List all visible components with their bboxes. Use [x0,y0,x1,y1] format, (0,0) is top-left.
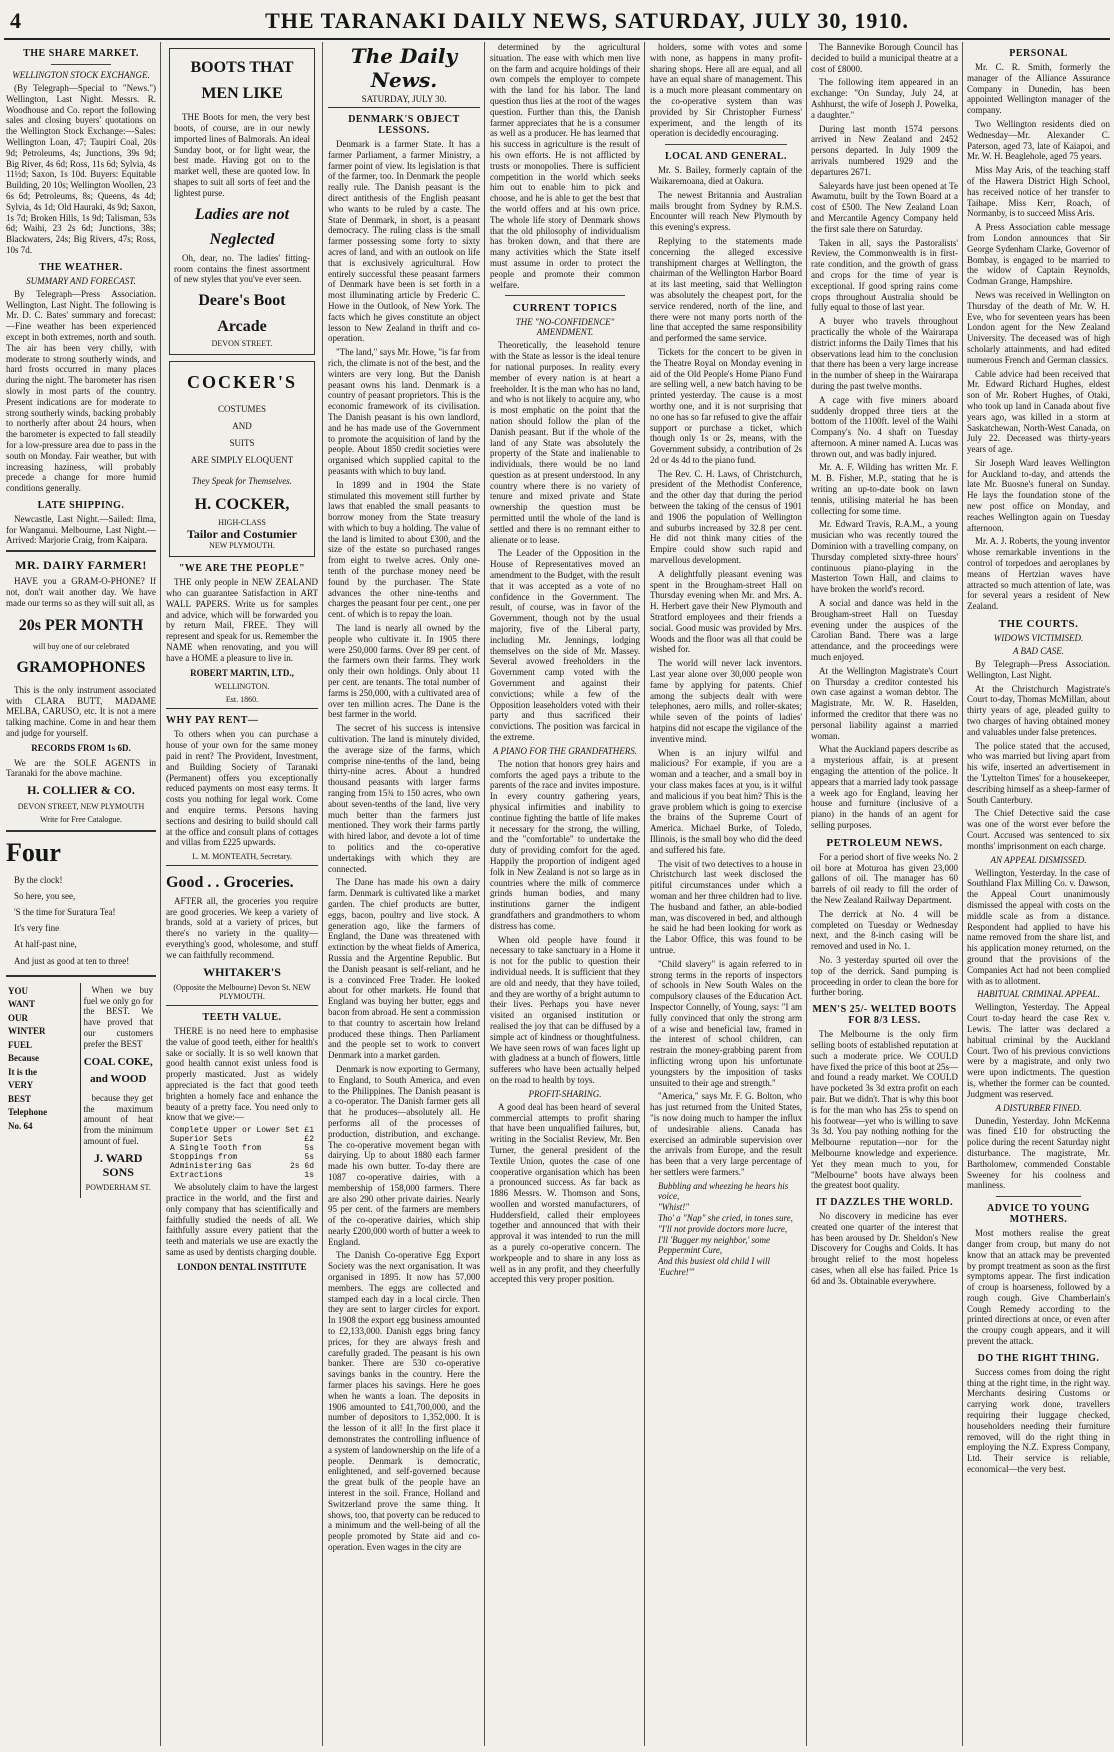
advice-text: Most mothers realise the great danger from croup, but many do not know that an attack may be prevented by prompt treatment as soon as the first symptoms appear. The first indication of croup is hoarseness, followed by a rough cough. Give Chamberlain's Cough Remedy according to the printed directions at once, or even after the croupy cough appears, and it will prevent the attack. [967,1228,1110,1347]
local-general-text [650,165,802,1178]
share-market-text: (By Telegraph—Special to "News.") Wellington, Last Night. Messrs. R. Woodhouse and Co. report the following sales and closing buyers' quotations on the Wellington Stock Exchange:—Sales: Wellington Loan, 47; Taupiri Coal, 20s 9d; Petroleums, 4s; Junctions, 39s 9d; Big River, 4s 6d; Ross, 11s 6d; Sylvia, 4s 11½d; Saxon, 1s 10d. Buyers: Equitable Building, 20 10s; Wellington Woollen, 23 6s 6d; Petroleums, 8s; Queens, 4s 4d; Sylvia, 4s 1d; Old Hauraki, 4s 9d; Saxon, 1s 7d; Broken Hills, 1s 9d; Talisman, 53s 6d; Waihi, 23 2s 6d; Junctions, 38s; Blackwaters, 24s; Big Rivers, 47s; Ross, 10s 7d. [6,83,156,255]
local-more-paragraph: Mr. A. F. Wilding has written Mr. F. M. B. Fisher, M.P., stating that he is writing an up-to-date book on lawn tennis, utilising material he has been collecting for some time. [811,462,958,516]
price-item: Administering Gas [170,1162,252,1172]
rent-heading: WHY PAY RENT— [166,715,259,727]
local-paragraph: The visit of two detectives to a house in Christchurch last week disclosed the pitiful circumstances under which a woman and her three children had to live. The husband and father, an able-bodied man, was discovered in bed, and although he said he had been looking for work as the Labor Office, this was found to be untrue. [650,858,802,955]
editorial-heading: DENMARK'S OBJECT LESSONS. [348,114,460,136]
local-paragraph: The newest Britannia and Australian mails brought from Sydney by R.M.S. Encounter will reach New Plymouth by this evening's express. [650,189,802,233]
editorial-paragraph: Denmark is a farmer State. It has a farmer Parliament, a farmer Ministry, a farmer point of view. Its legislation is that of the farmer, too. In Denmark the people really rule. The Danish peasant is the direct antithesis of the English peasant who wants to be ruled by a caste. The State of Denmark, in short, is a peasant democracy. The ruling class is the small farmer possessing some forty to sixty acres of land, and with an outlook on life that is exclusively agricultural. How entirely successful these peasant farmers of Denmark have been is set forth in a most illuminating article by Frederic C. Howe in the Outlook, of New York. The facts which he gives constitute an object lesson to New Zealand in thrift and co-operation. [328,139,480,344]
four-ad-poem [14,872,156,969]
price-value: £2 [304,1135,314,1145]
local-paragraph: The world will never lack inventors. Last year alone over 30,000 people won fame by applying for patents. Chief among the subjects dealt with were telephones, aero mills, and roller-skates; while seven of the points of ladies' hatpins did not escape the vigilance of the inventive mind. [650,658,802,744]
shipping-heading: LATE SHIPPING. [37,499,125,511]
widows-paragraph: The police stated that the accused, who was married but living apart from his wife, inserted an advertisement in the 'Lyttelton Times' for a housekeeper, describing himself as a sheep-farmer of South Canterbury. [967,740,1110,805]
column-rule [160,42,161,1746]
price-item: Superior Sets [170,1135,233,1145]
fuel-ad-left-line: WINTER [8,1026,46,1037]
local-more-paragraph: Mr. Edward Travis, R.A.M., a young musician who was recently toured the Dominion with a travelling company, on Thursday completed sixty-three hours' continuous piano-playing in the Masterton Town Hall, and claims to have broken the world's record. [811,519,958,595]
poem-line: Bubbling and wheezing he hears his voice, [658,1180,789,1202]
fuel-ad-left-line: FUEL [8,1039,33,1050]
price-row [170,1144,314,1153]
petroleum-text [811,852,958,998]
weather-text: By Telegraph—Press Association. Wellington, Last Night. The following is Mr. D. C. Bates' summary and forecast:—Fine weather has been experienced except in both extremes, north and south. The air has been very chilly, with moderate to strong southerly winds, and hard frosts occurred in many places during the night. The barometer has risen slowly in most parts of the country. Present indications are for moderate to strong southerly winds, backing probably to northerly after about 24 hours, when the barometer is expected to fall steadily for a low-pressure area due to pass in the south on Monday. Fair weather, but with increasing haziness, will probably precede a change for more humid conditions generally. [6,288,156,494]
price-row [170,1153,314,1162]
price-row [170,1162,314,1171]
fuel-products: COAL COKE, and WOOD [83,1055,153,1086]
piano-paragraph: The notion that honors grey hairs and comforts the aged pays a tribute to the parents of the race and invites imposture. In every country gathering years, physical infirmities and inability to continue fighting the battle of life makes it necessary for the strong, the willing, and the "comfortable" to undertake the duty of providing comfort for the aged. Happily the proportion of indigent aged folk in New Zealand is not so large as in countries where the milk of commerce grinds human bodies, and many institutions garner the indigent grandfathers and grandmothers to whom distress has come. [490,758,640,931]
appeal-heading: AN APPEAL DISMISSED. [990,854,1087,865]
editorial-paragraph: The Danish Co-operative Egg Export Society was the next organisation. It was organised in 1895. It now has 57,000 members. The eggs are collected and stamped each day in a local circle. Then they are sent to larger circles for export. In 1908 the export egg business amounted to £2,133,000. Danish eggs bring fancy prices, for they are always fresh and carefully graded. The peasant is his own banker. There are 530 co-operative savings banks in the country. Here the farmer places his savings. Here he goes when he wants a loan. The deposits in 1906 amounted to £41,700,000, and the number of depositors to 1,352,000. It is the lesson of it all! In the first place it demonstrates the controlling influence of a system of landownership on the life of a people. Denmark is democratic, enlightened, and self-governed because the great bulk of the people have an interest in the soil. France, Holland and Switzerland prove the same thing. It shows, too, that poverty can be reduced to a minimum and the well-being of all the people promoted by State aid and co-operation. Even wages in the city are [328,1250,480,1552]
teeth-price-list [170,1126,314,1180]
teeth-more: We absolutely claim to have the largest practice in the world, and the first and only company that has scientifically and faithfully studied the needs of all. We faithfully assure every patient that the teeth and materials we use are exactly the same as used by dentists charging double. [166,1182,318,1257]
cocker-line: AND [232,421,252,432]
collier-address: DEVON STREET, NEW PLYMOUTH [17,801,145,811]
price-item: Complete Upper or Lower Set [170,1126,300,1136]
local-more-text [811,77,958,830]
personal-paragraph: News was received in Wellington on Thursday of the death of Mr. W. H. Eve, who for seventeen years has been London agent for the New Zealand University. The deceased was of high scholarly attainments, and had edited numerous French and German classics. [967,289,1110,365]
fuel-ad-left-line: It is the [8,1066,37,1077]
four-ad-line: 'S the time for Suratura Tea! [14,907,116,917]
column-6 [811,42,958,1746]
disturber-heading: A DISTURBER FINED. [995,1102,1082,1113]
local-paragraph: "America," says Mr. F. G. Bolton, who has just returned from the United States, "is now doing much to hamper the influx of undesirable aliens. Canada has exercised an admirable supervision over the arrivals from Europe, and the result has been that a very large percentage of her settlers were farmers." [650,1091,802,1177]
column-rule [806,42,807,1746]
local-paragraph: Mr. S. Bailey, formerly captain of the Waikaremoana, died at Oakura. [650,165,802,186]
column-2 [166,42,318,1746]
widows-paragraph: The Chief Detective said the case was one of the worst ever before the Court. Accused was sentenced to six months' imprisonment on each charge. [967,808,1110,851]
cocker-name: H. COCKER, [194,496,290,514]
boots-ad-heading: BOOTS THAT MEN LIKE [190,59,294,102]
personal-heading: PERSONAL [1009,48,1068,59]
dental-institute: LONDON DENTAL INSTITUTE [177,1261,307,1272]
local-more-paragraph: Saleyards have just been opened at Te Awamutu, built by the Town Board at a cost of £500. The New Zealand Loan and Mercantile Agency Company held the first sale there on Saturday. [811,180,958,234]
poem-line: I'll 'Bugger my neighbor,' some Peppermint Cure, [658,1234,771,1256]
local-more-paragraph: A cage with five miners aboard suddenly dropped three tiers at the bottom of the 1100ft. level of the Waihi Company's No. 4 shaft on Tuesday afternoon. A miner named A. Lucas was thrown out, and was badly injured. [811,394,958,459]
cocker-line: COSTUMES [217,404,266,415]
martin-est: Est. 1860. [225,695,259,705]
fuel-ad-more: because they get the maximum amount of heat from the minimum amount of fuel. [83,1092,153,1146]
editorial-text [328,139,480,1553]
petroleum-paragraph: For a period short of five weeks No. 2 oil bore at Moturoa has given 23,000 gallons of oil. The manager has 60 barrels of oil ready to fill the order of the New Zealand Railway Department. [811,851,958,905]
ward-address: POWDERHAM ST. [85,1183,151,1193]
cocker-speak: They Speak for Themselves. [192,475,292,486]
fuel-ad-left-line: Telephone [8,1107,48,1118]
personal-paragraph: Mr. C. R. Smith, formerly the manager of the Alliance Assurance Company in Dunedin, has been appointed Wellington manager of the company. [967,62,1110,116]
groceries-heading: Good . . Groceries. [166,874,294,892]
collier-catalogue: Write for Free Catalogue. [40,814,122,824]
fuel-ad-left-line: WANT [8,999,36,1010]
ladies-heading: Ladies are not Neglected [194,205,290,249]
current-topics-heading: CURRENT TOPICS [512,302,618,315]
petroleum-paragraph: No. 3 yesterday spurted oil over the top of the derrick. Sand pumping is proceeding in order to clean the bore for further boring. [811,954,958,998]
fuel-ad-left-line: BEST [8,1093,32,1104]
cocker-address: NEW PLYMOUTH. [209,541,275,551]
no-confidence-heading: THE "NO-CONFIDENCE" AMENDMENT. [515,317,615,338]
widows-paragraph: By Telegraph—Press Association. Wellington, Last Night. [967,659,1110,680]
local-paragraph: The Rev. C. H. Laws, of Christchurch, president of the Methodist Conference, and the other day that during the period between the taking of the census of 1901 and 1906 the population of Wellington and suburbs increased by 32.8 per cent. He did not think many cities of the Empire could show such rapid and marvellous development. [650,468,802,566]
habitual-heading: HABITUAL CRIMINAL APPEAL. [977,989,1100,1000]
piano-text [490,759,640,1086]
local-more-paragraph: A buyer who travels throughout practically the whole of the Wairarapa district informs the Daily Times that his observations lead him to the conclusion that there has been a very large increase in the number of sheep in the Wairarapa during the past twelve months. [811,316,958,391]
poem-line: "Whist!" [658,1202,690,1213]
fuel-ad-intro: When we buy fuel we only go for the BEST. We have proved that our customers prefer the BEST [83,984,153,1049]
personal-paragraph: Two Wellington residents died on Wednesday—Mr. Alexander C. Paterson, aged 73, late of Kaiapoi, and Mr. W. H. Beaglehole, aged 75 years. [967,118,1110,162]
column-3 [328,42,480,1746]
four-ad-line: So here, you see, [14,890,76,901]
price-row [170,1171,314,1180]
groceries-text: AFTER all, the groceries you require are good groceries. We keep a variety of brands, sold at a variety of prices, but there's no variety in the quality—everything's good, wholesome, and stuff we can faithfully recommend. [166,895,318,960]
personal-paragraph: Mr. A. J. Roberts, the young inventor whose remarkable inventions in the control of torpedoes and aeroplanes by means of Hertzian waves have attracted so much attention of late, was for several years a resident of New Zealand. [967,536,1110,612]
editorial-paragraph: Denmark is now exporting to Germany, to England, to South America, and even to the Philippines. The Danish peasant is a co-operator. The Danish farmer gets all that he produces—absolutely all. He performs all of the processes of production, distribution, and exchange. The co-operative movement began with dairying. Up to about 1880 each farmer made his own butter. To-day there are 1087 co-operative dairies, with a membership of 158,000 farmers. There are also 290 other private dairies. Nearly 95 per cent. of the farmers are members of the co-operative dairies, which ship nearly £200,000 worth of butter a week to England. [328,1063,480,1247]
price-value: £1 [304,1126,314,1136]
price-value: 1s [304,1171,314,1181]
four-ad-line: By the clock! [14,874,63,885]
fuel-ad-left-line: No. 64 [8,1120,33,1131]
price-row [170,1135,314,1144]
people-ad-heading: "WE ARE THE PEOPLE" [178,563,306,575]
local-more-paragraph: The following item appeared in an exchange: "On Sunday, July 24, at Ashhurst, the wife of Joseph J. Powelka, a daughter." [811,77,958,120]
local-paragraph: Replying to the statements made concerning the alleged excessive transhipment charges at Wellington, the chairman of the Wellington Harbor Board at its last meeting, said that Wellington was absolutely the cheapest port, for the service rendered, north of the line, and there were not many ports north of the line that accepted the same responsibility and performed the same service. [650,235,802,344]
column-rule [644,42,645,1746]
masthead [4,6,1110,40]
local-paragraph: When is an injury wilful and malicious? For example, if you are a woman and a teacher, and a small boy in your class makes faces at you, is it wilful and malicious if you beat him? This is the grave problem which is going to exercise the brains of the Supreme Court of America. Michael Burke, of Toledo, Illinois, is the small boy who did the deed and suffered his fate. [650,747,802,855]
shipping-text: Newcastle, Last Night.—Sailed: Ilma, for Wanganui. Melbourne, Last Night.—Arrived: Marjorie Craig, from Kaipara. [6,513,156,546]
gramophone-text: This is the only instrument associated with CLARA BUTT, MADAME MELBA, CARUSO, etc. It is not a mere talking machine. Come in and hear them and judge for yourself. [6,684,156,739]
column-rule [962,42,963,1746]
gramophones-title: GRAMOPHONES [16,659,146,677]
whitaker-address: (Opposite the Melbourne) Devon St. NEW PLYMOUTH. [173,982,311,1001]
column-4 [490,42,640,1746]
cocker-heading: COCKER'S [186,372,298,393]
cocker-grade: HIGH-CLASS [218,517,266,527]
local-more-paragraph: During last month 1574 persons arrived in New Zealand and 2452 persons departed. In July 1909 the arrivals numbered 1929 and the departures 2671. [811,123,958,177]
profit-continued: holders, some with votes and some with none, as happens in many profit-sharing shops. Here all are equal, and all have an equal share of management. This is a much more pleasant commentary on the co-operative system than was provided by Sir Christopher Furness' experiment, and the length of its operation is decidedly encouraging. [650,42,802,139]
price-item: Extractions [170,1171,223,1181]
poem-line: "I'll not provide doctors more lucre, [658,1223,788,1234]
advice-heading: ADVICE TO YOUNG MOTHERS. [987,1203,1090,1226]
share-market-subheading: WELLINGTON STOCK EXCHANGE. [12,70,150,80]
right-thing-heading: DO THE RIGHT THING. [977,1352,1100,1364]
page-number: 4 [10,8,21,33]
poem-line: Tho' a "Nap" she cried, in tones sure, [658,1213,793,1224]
deare-name: Deare's Boot Arcade [198,292,286,335]
petroleum-heading: PETROLEUM NEWS. [826,836,943,849]
personal-text [967,62,1110,612]
four-ad-line: And just as good at ten to three! [14,955,130,966]
local-paragraph: A delightfully pleasant evening was spent in the Brougham-street Hall on Thursday evening when Mr. and Mrs. A. H. Herbert gave their New Plymouth and Stratford employees and their friends a social. Good music was provided by Mrs. Woods and the floor was all that could be wished for. [650,568,802,655]
welted-text: The Melbourne is the only firm selling boots of established reputation at such a moderate price. We COULD have fixed the price of this boot at 25s—and found a ready market. We COULD have pocketed 3s 3d extra profit on each pair. But we didn't. That is why this boot is for the man who has 25s to spend on his footwear—yet who is willing to save 3s 3d. You pay nothing nothing for the Melbourne reputation—nor for the Melbourne knowledge and experience. Yet they mean much to you, for "Melbourne" boots have always been the greatest boot quality. [811,1029,958,1191]
no-confidence-text [490,340,640,742]
personal-paragraph: Sir Joseph Ward leaves Wellington for Auckland to-day, and attends the late Mr. Buosne's funeral on Sunday. He lays the foundation stone of the new post office on Monday, and reaches Wellington again on Tuesday afternoon. [967,457,1110,533]
editorial-paragraph: The secret of his success is intensive cultivation. The land is minutely divided, the average size of the farms, which comprise nine-tenths of the land, being thirty-nine acres. About a hundred thousand peasants with larger farms ranging from 15¾ to 150 acres, who own about seven-tenths of the land, live very much better than the farmers just mentioned. They work their farms partly with hired labor, and devote a lot of time to politics and the co-operative undertakings with which they are connected. [328,723,480,874]
local-general-heading: LOCAL AND GENERAL. [664,151,788,163]
price-item: Stoppings from [170,1153,238,1163]
ward-name: J. WARD SONS [94,1150,143,1180]
whitaker-name: WHITAKER'S [203,964,281,979]
fuel-ad-left-line: Because [8,1053,39,1064]
collier-name: H. COLLIER & CO. [27,783,135,798]
local-more-paragraph: At the Wellington Magistrate's Court on Thursday a creditor contested his own case against a woman debtor. The Magistrate, Mr. W. R. Haselden, informed the creditor that there was no personal liability against a married woman. [811,665,958,741]
martin-city: WELLINGTON. [214,682,270,692]
price-row [170,1126,314,1135]
personal-paragraph: Miss May Aris, of the teaching staff of the Hawera District High School, has received notice of her transfer to Taihape. Miss Kerr, Roach, of Normanby, is to succeed Miss Aris. [967,165,1110,219]
personal-paragraph: Cable advice had been received that Mr. Edward Richard Hughes, eldest son of Mr. Robert Hughes, of Otaki, who took up land in Canada about five years ago, was killed in a storm at Saskatchewan, North-West Canada, on July 22. Deceased was thirty-years years of age. [967,368,1110,455]
records-price: RECORDS FROM 1s 6D. [31,742,131,753]
editorial-date: SATURDAY, JULY 30. [328,94,480,108]
cocker-trade: Tailor and Costumier [186,526,297,541]
column-7 [967,42,1110,1746]
dazzles-text: No discovery in medicine has ever created one quarter of the interest that has been aroused by Dr. Sheldon's New Discovery for Coughs and Colds. It has brought relief to the most hopeless cases, when all else has failed. Price 1s 6d and 3s. Obtainable everywhere. [811,1211,958,1286]
teeth-text: THERE is no need here to emphasise the value of good teeth, either for health's sake or socially. It is so well known that good health cannot exist unless food is properly masticated. Just as widely appreciated is the fact that good teeth brighten a homely face and enhance the beauty of a pretty face. You need only to know that we give:— [166,1025,318,1123]
teeth-heading: TEETH VALUE. [202,1011,282,1023]
widows-heading: WIDOWS VICTIMISED. [993,633,1084,644]
topics-paragraph: Theoretically, the leasehold tenure with the State as lessor is the ideal tenure for national purposes. In reality every member of every nation is at heart a freeholder. It is the man who has no land, and who is not likely to acquire any, who is most emphatic on the point that the nation should follow the plan of the Danish peasant. But if the whole of the land of any State was absolutely the property of the State and inalienable to individuals, there would be no land question as at present understood. In any country where there is no variety of tenure and mixed private and State ownership the question must be permitted until the whole of the land is settled and there is no remnant either to alienate or to lease. [490,340,640,545]
paper-name: The Daily News. [350,44,458,92]
editorial-paragraph: The land is nearly all owned by the people who cultivate it. In 1905 there were 250,000 farms. Over 89 per cent. of the farmers own their farms. They work only their own holdings. Only about 11 per cent. are tenants. The total number of farms is 250,000, with a cultivated area of over ten million acres. The Dane is the best farmer in the world. [328,623,480,720]
ward-fuel-ad [6,983,156,1199]
four-ad-line: It's very fine [14,923,60,934]
boots-ad [169,48,315,355]
deare-address: DEVON STREET. [211,339,273,349]
local-more-paragraph: Taken in all, says the Pastoralists' Review, the Commonwealth is in first-rate condition, and the growth of grass and crops for the time of year is exceptional. If good spring rains come crops throughout Australia should be fully equal to those of last year. [811,237,958,313]
column-rule [484,42,485,1746]
fuel-ad-left-line: YOU [8,985,28,996]
boots-ad-text: THE Boots for men, the very best boots, of course, are in our newly imported lines of Balmorals. An ideal Sunday boot, or for light wear, the best made. Having got on to the market well, these are quoted low. In shapes to suit all sorts of feet and the lightest purse. [174,112,310,198]
local-more-paragraph: A social and dance was held in the Brougham-street Hall on Tuesday evening under the auspices of the Carolian Band. There was a large attendance, and the proceedings were much enjoyed. [811,598,958,663]
share-market-heading: THE SHARE MARKET. [23,48,139,59]
editorial-paragraph: "The land," says Mr. Howe, "is far from rich, the climate is not of the best, and the winters are very long. But the Danish peasant owns his land. Denmark is a country of peasant proprietors. This is the economic framework of its civilisation. The Danish peasant is his own landlord, and he has made use of the Government to promote the acquisition of land by the people. About 1850 credit societies were organised which supplied capital to the peasants with which to buy land. [328,347,480,476]
bannevike-item: The Bannevike Borough Council has decided to build a municipal theatre at a cost of £8000. [811,42,958,74]
right-thing-text: Success comes from doing the right thing at the right time, in the right way. Merchants desiring Customs or carrying work done, travellers requiring their luggage checked, householders needing their furniture removed, will do the right thing in employing the N.Z. Express Company, Ltd. Their service is reliable, economical—the very best. [967,1366,1110,1475]
personal-paragraph: A Press Association cable message from London announces that Sir George Sydenham Clarke, Governor of Bombay, is engaged to be married to the widow of Captain Reynolds, Codman Grange, Hampshire. [967,222,1110,287]
dairy-ad-heading: MR. DAIRY FARMER! [15,558,147,573]
petroleum-paragraph: The derrick at No. 4 will be completed on Tuesday or Wednesday next, and the 8-inch casing will be removed and used in No. 1. [811,908,958,952]
rent-signature: L. M. MONTEATH, Secretary. [192,852,292,862]
four-ad-line: At half-past nine, [14,939,77,950]
people-ad-text: THE only people in NEW ZEALAND who can guarantee Satisfaction in ART WALL PAPERS. Write us for samples and advice, which will be forwarded you by return Mail, FREE. They will represent and speak for us. Remember the NAME when renovating, and you will have a HOME a pleasure to live in. [166,577,318,663]
martin-name: ROBERT MARTIN, LTD., [190,667,294,678]
column-1 [6,42,156,1746]
weather-heading: THE WEATHER. [39,261,123,273]
four-ad-heading: Four [6,837,61,867]
price-value: 5s [304,1153,314,1163]
fuel-ad-left-text [6,983,80,1199]
price-item: A Single Tooth from [170,1144,262,1154]
profit-sharing-text: A good deal has been heard of several commercial attempts to profit sharing that have been unqualified failures, but, writing in the Socialist Review, Mr. Ben Turner, the general president of the Textile Union, quotes the case of one cooperative organisation which has been a pronounced success. As far back as 1886 Messrs. W. Thomson and Sons, woollen and worsted manufacturers, of Huddersfield, called their employees together and announced that with their approval it was intended to run the mill as a purely co-operative concern. The workpeople and to share in any loss as well as in any profit, and they cheerfully accepted this very proper position. [490,1101,640,1285]
dairy-ad-text: HAVE you a GRAM-O-PHONE? If not, don't wait another day. We have made our terms so as they will suit all, as [6,576,156,608]
local-paragraph: "Child slavery" is again referred to in strong terms in the reports of inspectors of schools in New South Wales on the compulsory clauses of the Education Act. Inspector Connelly, of Young, says: "I am fully convinced that only the strong arm of a wise and beneficial law, framed in the interest of school children, can restrain the money-grabbing parent from inflicting wrong upon his unfortunate youngsters by the imposition of tasks unsuited to their age and strength." [650,958,802,1088]
local-more-paragraph: What the Auckland papers describe as a mysterious affair, is at present engaging the attention of the police. It appears that a married lady took passage a week ago for England, leaving her house and furniture (inclusive of a piano) in the hands of an agent for selling purposes. [811,744,958,830]
rent-text: To others when you can purchase a house of your own for the same money paid in rent? The Provident, Investment, and Building Society of Taranaki (Permanent) offers you exceptionally reduced payments on most easy terms. It costs you nothing for legal work. Come and enquire terms. Persons having sections and desiring to build should call at the office and consult plans of cottages and villas from £225 upwards. [166,729,318,848]
local-paragraph: Tickets for the concert to be given in the Theatre Royal on Monday evening in aid of the Old People's Home Piano Fund are selling well, a new batch having to be printed yesterday. The cause is a most worthy one, and it is not surprising that no one has so far refused to give the affair support or purchase a ticket, which though only 1s or 2s, means, with the Government subsidy, a contribution of 2s 2d or 4s 4d to the piano fund. [650,346,802,465]
cocker-lines [174,401,310,469]
bad-case-heading: A BAD CASE. [1012,646,1065,657]
widows-text [967,659,1110,852]
newspaper-banner: THE TARANAKI DAILY NEWS, SATURDAY, JULY 30, 1910. [265,8,909,33]
dairy-ad-terms: 20s PER MONTH [18,616,144,634]
poem [658,1181,802,1278]
piano-paragraph: When old people have found it necessary to take sanctuary in a Home it is not for the public to question their individual needs. It is sufficient that they are old and needy, that they have toiled, and they are worthy of a bright autumn to their lives. Perhaps you have never visited an organised institution or realised the joy that can be diffused by a simple act of kindness or thoughtfulness. We have seen rows of wan faces light up with gladness at a bunch of flowers, little sufferers who have been actually helped on the road to health by toys. [490,934,640,1085]
editorial-paragraph: The Dane has made his own a dairy farm. Denmark is cultivated like a market garden. The chief products are butter, eggs, bacon, poultry and live stock. A generation ago, like the farmers of England, the Dane was threatened with extinction by the wheat fields of America, Russia and the Argentine Republic. But the Danish peasant is self-reliant, and he is a convinced Free Trader. He looked about for other markets. He found that England was buying her butter, eggs and bacon from abroad. He sent a commission to that country to ascertain how Ireland produced these things. Then Parliament and the people set to work to convert Denmark into a market garden. [328,877,480,1061]
price-value: 2s 6d [289,1162,314,1172]
dazzles-heading: IT DAZZLES THE WORLD. [815,1197,954,1209]
cocker-line: SUITS [229,438,255,449]
fuel-ad-left-line: VERY [8,1080,34,1091]
editorial-continued: determined by the agricultural situation. The ease with which men live on the farm and acquire holdings of their own compels the employer to compete with the land for his labor. The land question thus lies at the root of the wages question. Further than this, the Danish farmer appreciates that he is a consumer as well as a producer. He has learned that his success in agriculture is the result of his own efforts. He is not afflicted by trusts or monopolies. There is sufficient competition in the world which seeks him out to enable him to pick and choose, and he is able to get the best that the world offers and at his own price. The whole life story of Denmark shows that the old philosophy of individualism has broken down, and that there are many activities which the State itself must assume in order to protect the people and promote their common welfare. [490,42,640,290]
cocker-ad [169,361,315,557]
piano-heading: A PIANO FOR THE GRANDFATHERS. [492,745,638,756]
poem-line: And this busiest old child I will 'Euchre!'" [658,1256,770,1278]
courts-heading: THE COURTS. [998,618,1079,631]
column-5 [650,42,802,1746]
cocker-line: ARE SIMPLY ELOQUENT [190,455,294,466]
column-rule [322,42,323,1746]
habitual-text: Wellington, Yesterday. The Appeal Court to-day heard the case Rex v. Lewis. The latter was declared a habitual criminal by the Auckland Court. Two of his previous convictions were by a magistrate, and only two were upon indictments. The question is, whether the former can be counted. Judgment was reserved. [967,1002,1110,1099]
editorial-paragraph: In 1899 and in 1904 the State stimulated this movement still further by laws that enabled the small peasants to borrow money from the State treasury with which to buy a holding. The value of the land is limited to about £300, and the size of the estate so purchased ranges from eight to twelve acres. Only one-tenth of the purchase money need be found by the purchaser. The State advances the other nine-tenths and charges the peasant four per cent., one per cent. of which is to repay the loan. [328,479,480,620]
profit-sharing-heading: PROFIT-SHARING. [528,1088,602,1099]
widows-paragraph: At the Christchurch Magistrate's Court to-day, Thomas McMillan, about thirty years of age, pleaded guilty to two charges of having obtained money and valuables under false pretences. [967,683,1110,737]
welted-heading: MEN'S 25/- WELTED BOOTS FOR 8/3 LESS. [812,1004,957,1027]
disturber-text: Dunedin, Yesterday. John McKenna was fined £10 for obstructing the police during the recent Saturday night disturbance. The magistrate, Mr. Bartholomew, commended Constable Sweeney for his coolness and manliness. [967,1115,1110,1191]
price-value: 5s [304,1144,314,1154]
fuel-ad-left-line: OUR [8,1012,28,1023]
ladies-text: Oh, dear, no. The ladies' fitting-room contains the finest assortment of new styles that you've ever seen. [174,252,310,285]
weather-subheading: SUMMARY AND FORECAST. [26,275,136,286]
dairy-ad-will-buy: will buy one of our celebrated [32,642,130,652]
appeal-text: Wellington, Yesterday. In the case of Southland Flax Milling Co. v. Dawson, the Appeal Court unanimously dismissed the appeal with costs on the middle scale as from a distance. Respondent had applied to have his name removed from the share list, and his application money returned, on the ground that the provisions of the Companies Act had not been complied with as to allotment. [967,867,1110,986]
topics-paragraph: The Leader of the Opposition in the House of Representatives moved an amendment to the Budget, with the result that it was accepted as a vote of no confidence in the Government. The result, of course, was in favor of the Government, though not by the usual majority, five of the Liberal party, including Mr. Jennings, lodging themselves on the side of Mr. Massey. Several avowed freeholders in the Government camp voted with the Government and against their convictions; while a few of the Opposition leaseholders voted with their party and thus sacrificed their convictions. The position was farcical in the extreme. [490,548,640,743]
sole-agents-text: We are the SOLE AGENTS in Taranaki for the above machine. [6,757,156,779]
